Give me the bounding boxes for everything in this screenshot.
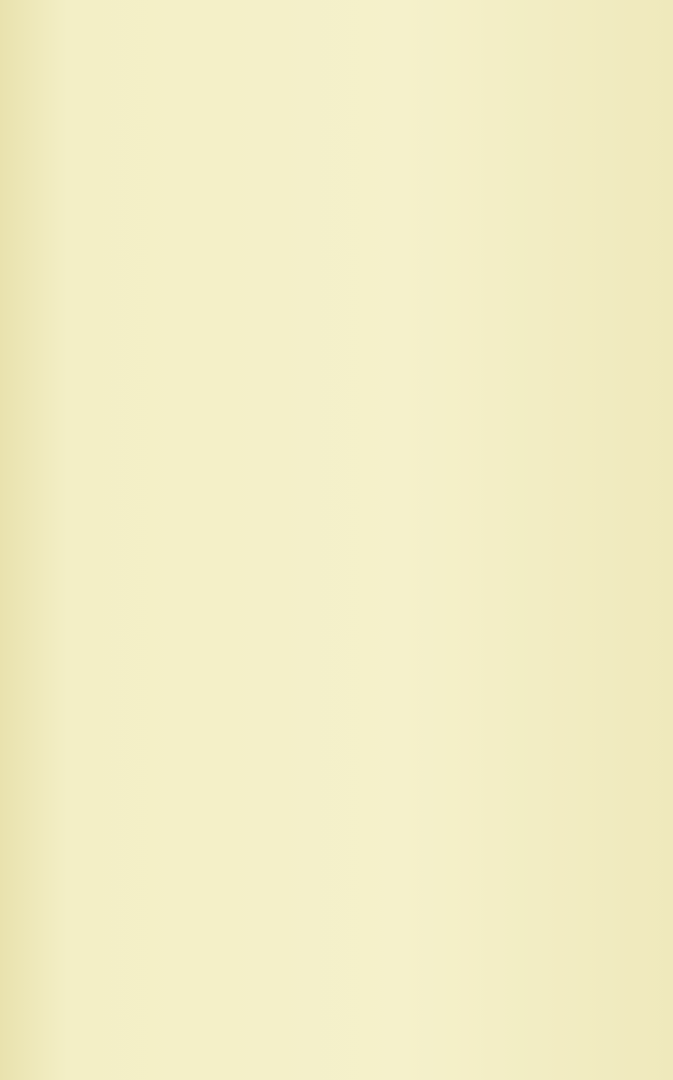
lower-text-block <box>40 700 643 714</box>
